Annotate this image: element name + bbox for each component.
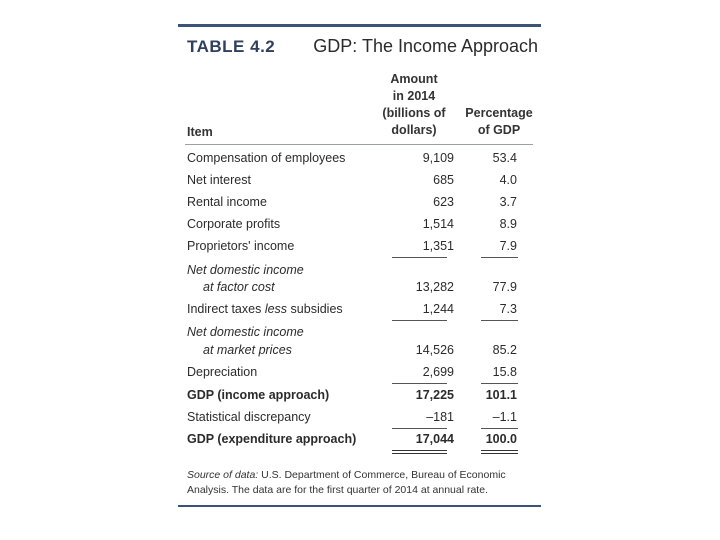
amount-header-line: (billions of [382,106,446,120]
subtotal-underline [481,257,518,258]
subtotal-underline [481,383,518,384]
row-amount: 1,244 [422,302,454,316]
amount-header-line: in 2014 [392,89,436,103]
subtotal-underline [392,320,447,321]
row-amount: 17,225 [415,388,454,402]
table-row [187,362,537,382]
row-percentage: 85.2 [492,343,517,357]
row-label [187,299,343,319]
percentage-column-header [458,105,540,139]
row-label: Net interest [187,173,251,187]
row-percentage: 7.3 [499,302,517,316]
row-label: GDP (expenditure approach) [187,432,357,446]
row-percentage: 100.0 [485,432,517,446]
percentage-header-line: Percentage [465,106,533,120]
row-label: Statistical discrepancy [187,410,311,424]
row-label: GDP (income approach) [187,388,330,402]
row-amount: –181 [426,410,454,424]
table-row [187,236,537,256]
table-row [187,170,537,190]
subtotal-underline [392,257,447,258]
row-label: Compensation of employees [187,151,346,165]
total-double-underline [481,450,518,451]
row-label: Corporate profits [187,217,281,231]
row-amount: 1,514 [422,217,454,231]
subtotal-underline [481,320,518,321]
total-double-underline [481,453,518,454]
amount-header-line: Amount [390,72,438,86]
table-row [187,277,537,297]
row-label: Net domestic income [187,325,304,339]
amount-header-line: dollars) [391,123,437,137]
source-text: U.S. Department of Commerce, Bureau of Economic Analysis. The data are for the first quarter of 2014 at annual rate. [187,469,506,496]
row-amount: 17,044 [415,432,454,446]
total-double-underline [392,450,447,451]
row-amount: 14,526 [415,343,454,357]
bottom-border-rule [178,505,541,507]
table-row [187,322,537,342]
table-number: TABLE 4.2 [187,37,276,56]
total-double-underline [392,453,447,454]
row-amount: 623 [433,195,454,209]
table-row [187,192,537,212]
table-title: GDP: The Income Approach [313,36,539,56]
top-border-rule [178,24,541,27]
label-suffix: subsidies [287,302,343,316]
row-percentage: 8.9 [499,217,517,231]
row-percentage: 77.9 [492,280,517,294]
row-amount: 685 [433,173,454,187]
row-label: Proprietors' income [187,239,295,253]
table-row [187,299,537,319]
row-label: at factor cost [203,280,275,294]
table-row [187,148,537,168]
table-row [187,340,537,360]
amount-column-header [380,71,448,139]
row-percentage: 4.0 [499,173,517,187]
label-prefix: Indirect taxes [187,302,265,316]
row-label: at market prices [203,343,292,357]
table-row [187,214,537,234]
row-amount: 9,109 [422,151,454,165]
row-percentage: 53.4 [492,151,517,165]
table-row [187,429,537,449]
row-amount: 13,282 [415,280,454,294]
table-row [187,407,537,427]
row-percentage: 3.7 [499,195,517,209]
row-amount: 1,351 [422,239,454,253]
percentage-header-line: of GDP [477,123,521,137]
header-rule [185,144,533,145]
row-label: Net domestic income [187,263,304,277]
label-emphasis: less [264,302,288,316]
source-lead: Source of data: [187,469,259,481]
item-column-header: Item [187,125,213,139]
table-row [187,385,537,405]
row-percentage: 15.8 [492,365,517,379]
table-title-row [187,36,538,57]
row-label: Depreciation [187,365,258,379]
source-note [187,468,537,498]
row-percentage: –1.1 [492,410,517,424]
row-percentage: 101.1 [485,388,517,402]
row-amount: 2,699 [422,365,454,379]
row-percentage: 7.9 [499,239,517,253]
row-label: Rental income [187,195,267,209]
subtotal-underline [392,383,447,384]
